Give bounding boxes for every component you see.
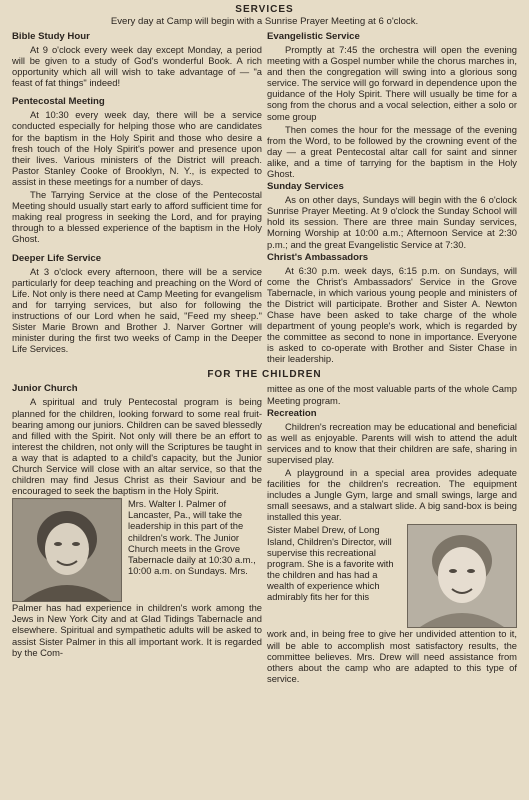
children-left-column (12, 383, 262, 686)
services-subtitle: Every day at Camp will begin with a Sunrise Prayer Meeting at 6 o'clock. (110, 16, 419, 27)
pentecostal-text-1: At 10:30 every week day, there will be a service conducted especially for helping those who are candidates for the baptism in the Holy Spirit and those who desire a fresh touch of the Holy Spirit's power and presence upon their lives. Various ministers of the District will preach. Pastor Stanley Cooke of Brooklyn, N. Y., is expected to assist in these meetings for a number of days. (12, 109, 262, 187)
children-right-column (267, 383, 517, 686)
evangelistic-text-1: Promptly at 7:45 the orchestra will open the evening meeting with a Gospel number while the chorus marches in, and then the congregation will swing into a glorious song service. The service will go forward in dependence upon the guidance of the Holy Spirit. There will usually be time for a song from the chorus and a vocal selection, either a solo or some group (267, 44, 517, 122)
bible-study-heading: Bible Study Hour (12, 31, 90, 42)
palmer-caption (128, 498, 262, 602)
palmer-photo (12, 498, 122, 602)
services-right-column (267, 31, 517, 366)
services-left-column (12, 31, 262, 366)
sunday-services-heading: Sunday Services (267, 181, 344, 193)
sunday-services-text: As on other days, Sundays will begin with the 6 o'clock Sunrise Prayer Meeting. At 9 o'clock the Sunday School will hold its session. There are three main Sunday services, Morning Worship at 10:00 a.m.; Afternoon Service at 2:30 p.m.; and the great Evangelistic Service at 7:30. (267, 194, 517, 250)
drew-photo-text: Sister Mabel Drew, of Long Island, Children's Director, will supervise this recreational program. She is a favorite with the children and has had a wealth of experience which admirably fits her for this (267, 524, 394, 603)
services-columns (12, 31, 517, 366)
evangelistic-text-2: Then comes the hour for the message of the evening from the Word, to be followed by the crowning event of the day — a great Pentecostal altar call for saint and sinner alike, and a time of tarrying for the baptism in the Holy Ghost. (267, 123, 517, 180)
palmer-photo-row (12, 498, 262, 602)
recreation-text-1: Children's recreation may be educational and beneficial as well as enjoyable. Parents will wish to attend the adult services and to know that their children are safe, sharing in supervised play. (267, 420, 517, 465)
services-title: SERVICES (235, 4, 294, 15)
drew-photo (407, 524, 517, 628)
children-title: FOR THE CHILDREN (207, 369, 322, 381)
junior-church-text-1: A spiritual and truly Pentecostal program is being planned for the children, looking forward to some real fruit-bearing among our juniors. Children can be saved blessedly and filled with the Spirit. Not only will there be an effort to interest the children, not only will the Scriptures be taught in a way that is adapted to a child's capacity, but the Junior Church Service will close with an altar service, so that the children may find Jesus Christ as their Saviour and be encouraged to seek the baptism in the Holy Spirit. (12, 396, 262, 497)
children-columns (12, 383, 517, 686)
recreation-text-2: A playground in a special area provides adequate facilities for the children's recreation. The equipment includes a Jungle Gym, large and small swings, large and small seesaws, and a stalwart slide. A big sand-box is being installed this year. (267, 467, 517, 523)
bible-study-text: At 9 o'clock every week day except Monday, a period will be given to a study of God's wonderful Book. A rich opportunity which all will wish to take advantage of — "a feast of fat things" indeed! (12, 44, 262, 89)
junior-church-continued: mittee as one of the most valuable parts of the whole Camp Meeting program. (267, 383, 517, 406)
drew-photo-row (267, 524, 517, 628)
ambassadors-text: At 6:30 p.m. week days, 6:15 p.m. on Sundays, will come the Christ's Ambassadors' Service in the Grove Tabernacle, in which various young people and ministers of the District will participate. Brother and Sister A. Newton Chase have been asked to take charge of the whole department of young people's work, which is regarded by the committee as second to none in importance. Everyone is asked to co-operate with Brother and Sister Chase in their leadership. (267, 264, 517, 365)
evangelistic-heading: Evangelistic Service (267, 31, 360, 42)
recreation-text-3: work and, in being free to give her undivided attention to it, will be able to accomplish most satisfactory results, the committee believes. Mrs. Drew will need assistance from others about the camp who are adapted to this type of service. (267, 628, 517, 684)
deeper-life-heading: Deeper Life Service (12, 252, 102, 264)
recreation-heading: Recreation (267, 407, 317, 419)
drew-caption (267, 524, 401, 628)
pentecostal-text-2: The Tarrying Service at the close of the Pentecostal Meeting should usually start early to afford sufficient time for making real progress in seeking the Lord, and for praying through to a blessed experience of the baptism in the Holy Ghost. (12, 189, 262, 245)
ambassadors-heading: Christ's Ambassadors (267, 251, 369, 263)
pentecostal-heading: Pentecostal Meeting (12, 96, 105, 108)
junior-church-heading: Junior Church (12, 383, 78, 395)
junior-church-text-3: Palmer has had experience in children's work among the Jews in New York City and at Glad Tidings Tabernacle and elsewhere. Spiritual and sympathetic adults will be asked to assist Sister Palmer in this all important work. It is regarded by the Com- (12, 602, 262, 658)
deeper-life-text: At 3 o'clock every afternoon, there will be a service particularly for deep teaching and preaching on the Word of Life. Not only is there need at Camp Meeting for evangelism and for tarrying services, but also for following the instructions of our Lord when he said, "Feed my sheep." Sister Marie Brown and Brother J. Narver Gortner will minister during the first two weeks of Camp in the Deeper Life Services. (12, 265, 262, 355)
palmer-photo-text: Mrs. Walter I. Palmer of Lancaster, Pa., will take the leadership in this part of the children's work. The Junior Church meets in the Grove Tabernacle daily at 10:30 a.m., 10:00 a.m. on Sundays. Mrs. (128, 498, 256, 576)
